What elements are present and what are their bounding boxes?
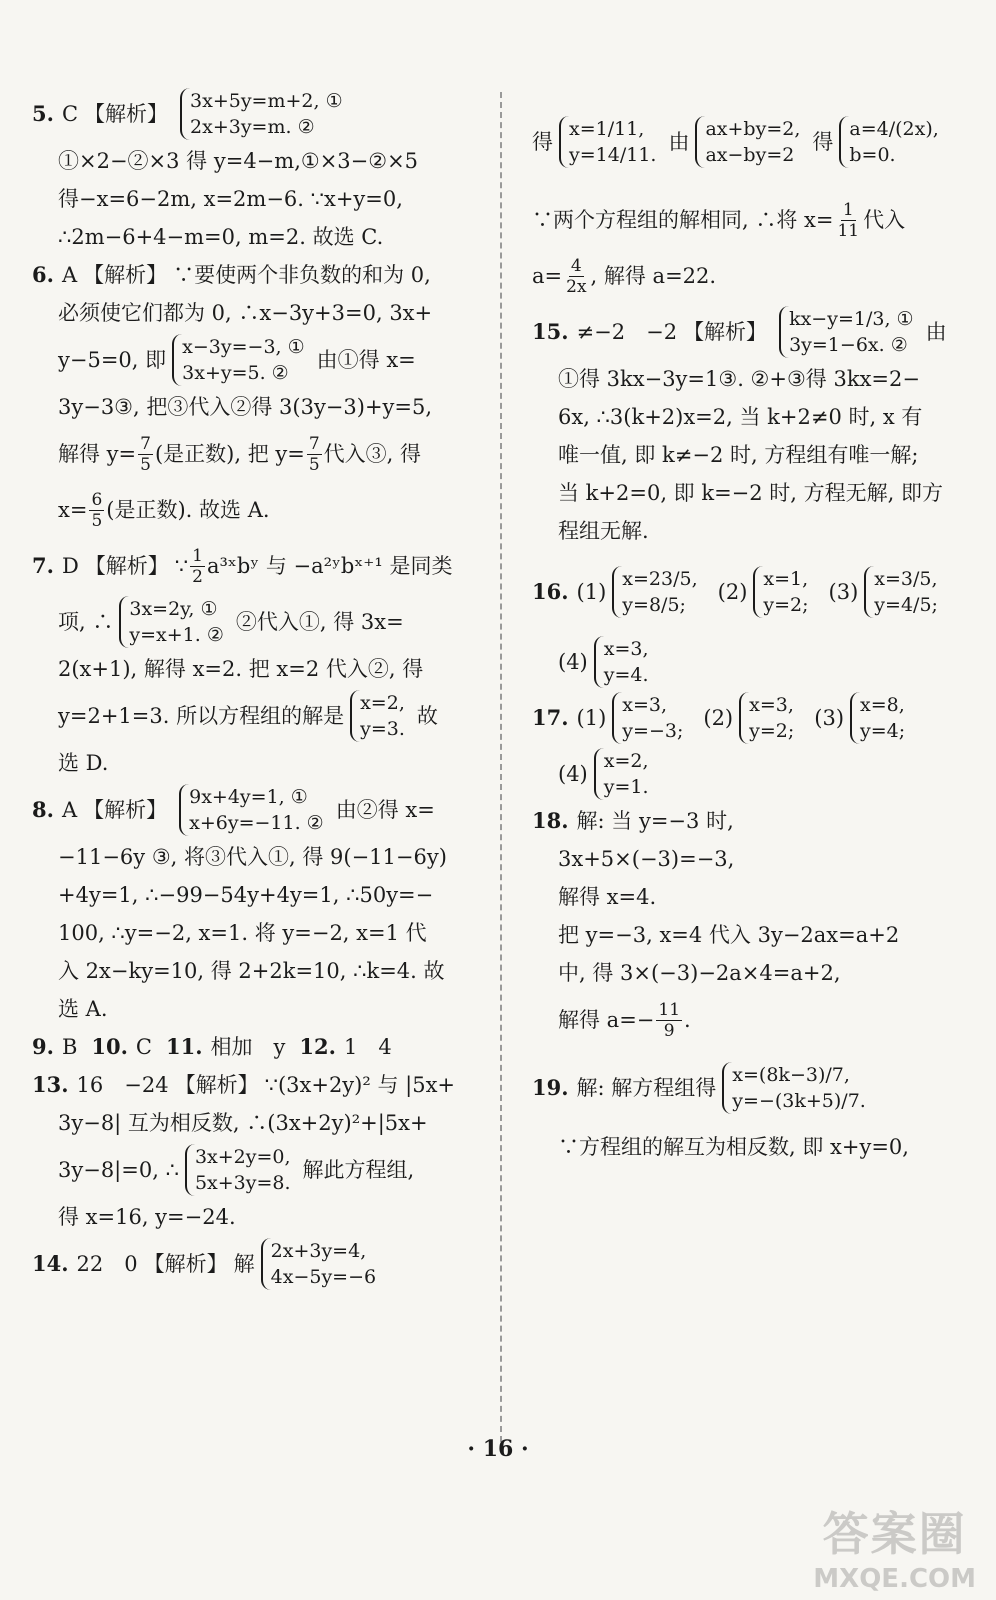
question-19: 19. 解: 解方程组得 x=(8k−3)/7, y=−(3k+5)/7. ∵方程组的解互为相反数, 即 x+y=0, (532, 1048, 982, 1166)
q6-number: 6. (32, 262, 54, 287)
q13-tag: 【解析】 (174, 1073, 259, 1097)
q8-line: +4y=1, ∴−99−54y+4y=1, ∴50y=− (58, 883, 434, 907)
fraction: $\frac{1}{11}$ (837, 199, 860, 241)
q5-tag: 【解析】 (84, 102, 169, 126)
fraction: $\frac{6}{5}$ (91, 489, 103, 531)
q17-answer-1: x=3, y=−3; (612, 692, 689, 744)
q5-line: ①×2−②×3 得 y=4−m,①×3−②×5 (58, 149, 419, 173)
q16-answer-3: x=3/5, y=4/5; (864, 566, 944, 618)
q15-answer: ≠−2 −2 (576, 320, 678, 344)
q6-line: 3y−3③, 把③代入②得 3(3y−3)+y=5, (58, 395, 433, 419)
q14-system: 2x+3y=4, 4x−5y=−6 (261, 1238, 382, 1290)
q15-line: ①得 3kx−3y=1③. ②+③得 3kx=2− (558, 367, 920, 391)
q16-answer-4: x=3, y=4. (594, 636, 655, 688)
q15-tag: 【解析】 (683, 320, 768, 344)
q19-solution: x=(8k−3)/7, y=−(3k+5)/7. (722, 1062, 872, 1114)
q6-system: x−3y=−3, ① 3x+y=5. ② (172, 334, 311, 386)
q5-answer: C (61, 102, 79, 126)
fraction: $\frac{11}{9}$ (658, 999, 681, 1041)
q7-tag: 【解析】 (84, 554, 169, 578)
question-15: 15. ≠−2 −2 【解析】 kx−y=1/3, ① 3y=1−6x. ② 由 ①得 3kx−3y=1③. ②+③得 3kx=2− 6x, ∴3(k+2)x=2, 当 k+2≠0 时, x 有 唯一值, 即 k≠−2 时, 方程组有唯一解; 当 k+2=0, 即 k=−2 时, 方程无解, 即方 程组无解. (532, 304, 982, 550)
q13-answer: 16 −24 (76, 1073, 169, 1097)
q15-line: 6x, ∴3(k+2)x=2, 当 k+2≠0 时, x 有 (558, 405, 923, 429)
q15-system: kx−y=1/3, ① 3y=1−6x. ② (779, 306, 920, 358)
question-16: 16. (1) x=23/5, y=8/5; (2) x=1, y=2; (3) x=3/5, y=4/5; (4) x=3, y=4. (532, 550, 982, 690)
q15-line: 当 k+2=0, 即 k=−2 时, 方程无解, 即方 (558, 481, 943, 505)
fraction: $\frac{4}{2x}$ (566, 255, 587, 297)
q7-solution: x=2, y=3. (350, 690, 411, 742)
q14-number: 14. (32, 1251, 69, 1276)
q8-system: 9x+4y=1, ① x+6y=−11. ② (179, 784, 330, 836)
question-8: 8. A 【解析】 9x+4y=1, ① x+6y=−11. ② 由②得 x= −11−6y ③, 将③代入①, 得 9(−11−6y) +4y=1, ∴−99−54y+4y=1, ∴50y=− 100, ∴y=−2, x=1. 将 y=−2, x=1 代 入 2x−ky=10, 得 2+2k=10, ∴k=4. 故 选 A. (32, 782, 482, 1028)
question-6: 6. A 【解析】 ∵要使两个非负数的和为 0, 必须使它们都为 0, ∴x−3y+3=0, 3x+ y−5=0, 即 x−3y=−3, ① 3x+y=5. ② 由①得 x= 3y−3③, 把③代入②得 3(3y−3)+y=5, 解得 y= $\frac{7}{5}$ (是正数), 把 y= $\frac{7}{5}$ 代入③, 得 x= $\frac{6}{5}$ (是正数). 故选 A. (32, 256, 482, 538)
q18-line: 3x+5×(−3)=−3, (558, 847, 735, 871)
q8-number: 8. (32, 797, 54, 822)
q7-line: 选 D. (58, 751, 109, 775)
questions-9-12: 9. B 10. C 11. 相加 y 12. 1 4 (32, 1034, 392, 1059)
q6-answer: A (61, 263, 78, 287)
q6-line: 必须使它们都为 0, ∴x−3y+3=0, 3x+ (58, 301, 433, 325)
q15-number: 15. (532, 319, 569, 344)
q16-answer-1: x=23/5, y=8/5; (612, 566, 703, 618)
column-divider (500, 92, 502, 1452)
q8-line: 100, ∴y=−2, x=1. 将 y=−2, x=1 代 (58, 921, 427, 945)
q5-line: ∴2m−6+4−m=0, m=2. 故选 C. (58, 225, 384, 249)
q16-answer-2: x=1, y=2; (753, 566, 814, 618)
q13-system: 3x+2y=0, 5x+3y=8. (185, 1144, 297, 1196)
q6-tag: 【解析】 (83, 263, 168, 287)
q5-system: 3x+5y=m+2, ① 2x+3y=m. ② (180, 88, 349, 140)
q14-tag: 【解析】 (143, 1252, 228, 1276)
fraction: $\frac{1}{2}$ (192, 545, 203, 587)
fraction: $\frac{7}{5}$ (140, 433, 151, 475)
q18-line: 把 y=−3, x=4 代入 3y−2ax=a+2 (558, 923, 900, 947)
q5-line: 得−x=6−2m, x=2m−6. ∵x+y=0, (58, 187, 403, 211)
q13-number: 13. (32, 1072, 69, 1097)
q7-answer: D (61, 554, 79, 578)
q8-tag: 【解析】 (83, 798, 168, 822)
question-14-continued: 得 x=1/11, y=14/11. 由 ax+by=2, ax−by=2 得 a=4/(2x), b=0. ∵两个方程组的解相同, ∴将 x= $\frac{1}{11}$ 代入 a= $\frac{4}{2x}$ , 解得 a=22. (532, 92, 982, 304)
q17-answer-3: x=8, y=4; (850, 692, 911, 744)
question-18: 18. 解: 当 y=−3 时, 3x+5×(−3)=−3, 解得 x=4. 把 y=−3, x=4 代入 3y−2ax=a+2 中, 得 3×(−3)−2a×4=a+2, 解得 a=− $\frac{11}{9}$ . (532, 802, 982, 1048)
question-13: 13. 16 −24 【解析】 ∵(3x+2y)² 与 |5x+ 3y−8| 互为相反数, ∴(3x+2y)²+|5x+ 3y−8|=0, ∴ 3x+2y=0, 5x+3y=8. 解此方程组, 得 x=16, y=−24. (32, 1066, 482, 1236)
q15-line: 程组无解. (558, 519, 649, 543)
q7-number: 7. (32, 553, 54, 578)
q15-line: 唯一值, 即 k≠−2 时, 方程组有唯一解; (558, 443, 919, 467)
q18-line: 解得 x=4. (558, 885, 657, 909)
question-17: 17. (1) x=3, y=−3; (2) x=3, y=2; (3) x=8, y=4; (4) x=2, y=1. (532, 690, 982, 802)
q8-line: 选 A. (58, 997, 108, 1021)
q14-system-ab: ax+by=2, ax−by=2 (695, 116, 806, 168)
q18-line: 中, 得 3×(−3)−2a×4=a+2, (558, 961, 841, 985)
q14-solution-ab: a=4/(2x), b=0. (839, 116, 944, 168)
left-column (32, 86, 482, 1292)
q7-line: 2(x+1), 解得 x=2. 把 x=2 代入②, 得 (58, 657, 424, 681)
fraction: $\frac{7}{5}$ (308, 433, 320, 475)
q8-answer: A (61, 798, 78, 822)
q14-solution-xy: x=1/11, y=14/11. (559, 116, 662, 168)
q5-number: 5. (32, 101, 54, 126)
q19-line: ∵方程组的解互为相反数, 即 x+y=0, (558, 1135, 909, 1159)
question-7: 7. D 【解析】 ∵ $\frac{1}{2}$ a³ˣbʸ 与 −a²ʸbˣ⁺¹ 是同类 项, ∴ 3x=2y, ① y=x+1. ② ②代入①, 得 3x= 2(x+1), 解得 x=2. 把 x=2 代入②, 得 y=2+1=3. 所以方程组的解是 x=2, y=3. 故 选 D. (32, 538, 482, 782)
question-14: 14. 22 0 【解析】 解 2x+3y=4, 4x−5y=−6 (32, 1236, 482, 1292)
q13-line: 3y−8| 互为相反数, ∴(3x+2y)²+|5x+ (58, 1111, 428, 1135)
q7-system: 3x=2y, ① y=x+1. ② (119, 596, 230, 648)
q14-answer: 22 0 (76, 1252, 138, 1276)
right-column (532, 92, 982, 1166)
q8-line: −11−6y ③, 将③代入①, 得 9(−11−6y) (58, 845, 447, 869)
q13-line: 得 x=16, y=−24. (58, 1205, 236, 1229)
q17-answer-2: x=3, y=2; (739, 692, 800, 744)
watermark-logo: 答案圈 MXQE.COM (813, 1507, 976, 1594)
q8-line: 入 2x−ky=10, 得 2+2k=10, ∴k=4. 故 (58, 959, 445, 983)
q17-answer-4: x=2, y=1. (594, 748, 655, 800)
question-5 (32, 86, 482, 256)
page-number: · 16 · (467, 1436, 529, 1462)
